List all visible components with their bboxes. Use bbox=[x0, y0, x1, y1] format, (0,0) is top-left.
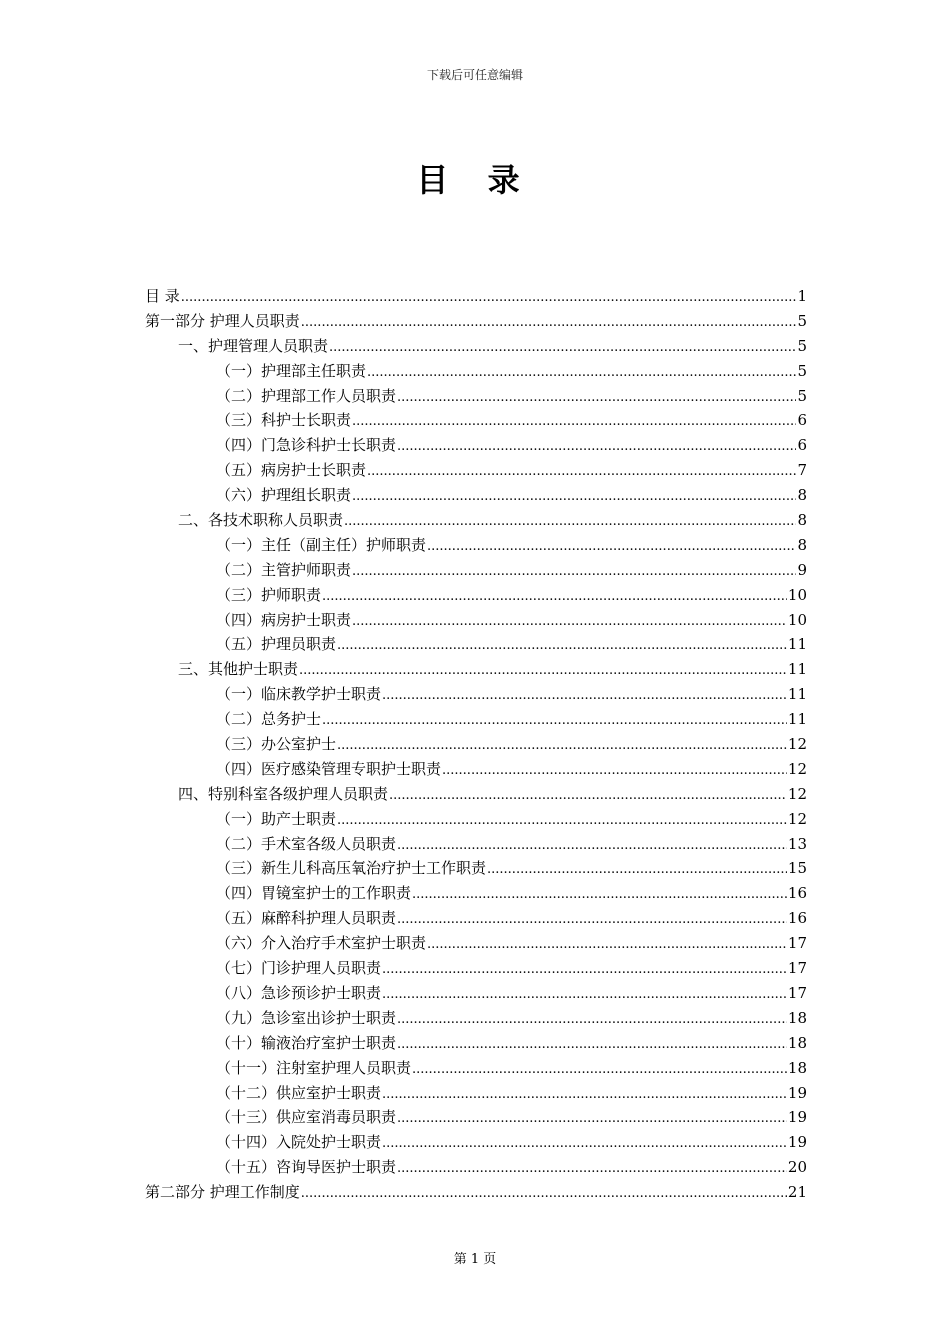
toc-entry-page: 17 bbox=[787, 959, 807, 978]
toc-dot-leader bbox=[382, 983, 787, 1008]
toc-entry-page: 1 bbox=[797, 287, 807, 305]
toc-dot-leader bbox=[442, 759, 787, 784]
toc-entry-page: 5 bbox=[797, 386, 807, 405]
toc-entry-title: （二）护理部工作人员职责 bbox=[216, 386, 397, 405]
toc-entry-title: （五）护理员职责 bbox=[216, 635, 337, 654]
toc-entry-title: （四）门急诊科护士长职责 bbox=[216, 436, 397, 455]
toc-entry-page: 5 bbox=[797, 336, 807, 355]
toc-dot-leader bbox=[397, 435, 796, 460]
toc-entry-page: 13 bbox=[787, 834, 807, 853]
toc-dot-leader bbox=[397, 1157, 787, 1182]
toc-dot-leader bbox=[397, 1033, 787, 1058]
toc-entry[interactable] bbox=[145, 608, 807, 633]
toc-entry[interactable] bbox=[145, 981, 807, 1006]
toc-entry-page: 19 bbox=[787, 1133, 807, 1152]
toc-entry-title: （四）医疗感染管理专职护士职责 bbox=[216, 759, 442, 778]
toc-entry[interactable] bbox=[145, 1130, 807, 1155]
toc-entry-title: 二、各技术职称人员职责 bbox=[178, 511, 344, 530]
toc-entry[interactable] bbox=[145, 309, 807, 334]
toc-dot-leader bbox=[397, 1107, 787, 1132]
toc-entry-page: 15 bbox=[787, 859, 807, 878]
toc-dot-leader bbox=[382, 684, 787, 709]
toc-dot-leader bbox=[367, 460, 796, 485]
table-of-contents bbox=[145, 284, 807, 1205]
toc-entry-title: （十五）咨询导医护士职责 bbox=[216, 1158, 397, 1177]
toc-entry[interactable] bbox=[145, 384, 807, 409]
toc-entry[interactable] bbox=[145, 558, 807, 583]
toc-entry-page: 12 bbox=[787, 735, 807, 754]
toc-entry-title: （十二）供应室护士职责 bbox=[216, 1083, 382, 1102]
toc-entry-page: 11 bbox=[787, 635, 807, 654]
toc-entry-title: （三）办公室护士 bbox=[216, 735, 337, 754]
toc-entry[interactable] bbox=[145, 583, 807, 608]
toc-entry-page: 21 bbox=[787, 1183, 807, 1202]
toc-entry-title: （十三）供应室消毒员职责 bbox=[216, 1108, 397, 1127]
toc-entry-title: （六）介入治疗手术室护士职责 bbox=[216, 934, 427, 953]
toc-dot-leader bbox=[344, 510, 796, 535]
toc-entry[interactable] bbox=[145, 1180, 807, 1205]
toc-dot-leader bbox=[382, 958, 787, 983]
toc-entry-title: （六）护理组长职责 bbox=[216, 486, 352, 505]
toc-entry[interactable] bbox=[145, 832, 807, 857]
toc-entry-page: 8 bbox=[797, 486, 807, 505]
page-header: 下载后可任意编辑 bbox=[426, 68, 523, 82]
toc-dot-leader bbox=[487, 858, 787, 883]
toc-dot-leader bbox=[299, 659, 787, 684]
toc-entry-page: 17 bbox=[787, 934, 807, 953]
toc-entry-page: 16 bbox=[787, 909, 807, 928]
toc-entry[interactable] bbox=[145, 906, 807, 931]
toc-dot-leader bbox=[397, 1008, 787, 1033]
toc-dot-leader bbox=[301, 1182, 787, 1207]
toc-entry[interactable] bbox=[145, 458, 807, 483]
toc-entry-title: （八）急诊预诊护士职责 bbox=[216, 983, 382, 1002]
toc-entry[interactable] bbox=[145, 856, 807, 881]
toc-dot-leader bbox=[322, 585, 787, 610]
toc-dot-leader bbox=[427, 933, 787, 958]
toc-entry-page: 19 bbox=[787, 1108, 807, 1127]
toc-entry[interactable] bbox=[145, 707, 807, 732]
toc-entry-title: 第一部分 护理人员职责 bbox=[145, 311, 300, 330]
toc-entry-title: （十）输液治疗室护士职责 bbox=[216, 1033, 397, 1052]
toc-entry-title: （四）胃镜室护士的工作职责 bbox=[216, 884, 412, 903]
toc-entry-title: （二）手术室各级人员职责 bbox=[216, 834, 397, 853]
toc-entry[interactable] bbox=[145, 757, 807, 782]
toc-entry-page: 11 bbox=[787, 685, 807, 704]
toc-entry-title: （四）病房护士职责 bbox=[216, 610, 352, 629]
toc-entry-page: 12 bbox=[787, 784, 807, 803]
page-footer: 第 1 页 bbox=[453, 1252, 497, 1267]
toc-entry-title: （三）新生儿科高压氧治疗护士工作职责 bbox=[216, 859, 487, 878]
toc-entry[interactable] bbox=[145, 956, 807, 981]
toc-dot-leader bbox=[337, 634, 787, 659]
toc-dot-leader bbox=[337, 809, 787, 834]
toc-entry[interactable] bbox=[145, 1081, 807, 1106]
toc-dot-leader bbox=[352, 485, 796, 510]
toc-entry-page: 11 bbox=[787, 710, 807, 729]
toc-dot-leader bbox=[397, 908, 787, 933]
page-title: 目 录 bbox=[416, 161, 534, 199]
toc-entry-page: 18 bbox=[787, 1008, 807, 1027]
toc-entry-page: 17 bbox=[787, 983, 807, 1002]
toc-entry-title: 目 录 bbox=[145, 287, 180, 305]
toc-dot-leader bbox=[352, 410, 796, 435]
toc-entry-title: （五）麻醉科护理人员职责 bbox=[216, 909, 397, 928]
toc-entry[interactable] bbox=[145, 657, 807, 682]
toc-entry-title: （三）科护士长职责 bbox=[216, 411, 352, 430]
toc-entry[interactable] bbox=[145, 807, 807, 832]
toc-entry[interactable] bbox=[145, 334, 807, 359]
toc-entry-title: （一）护理部主任职责 bbox=[216, 361, 367, 380]
toc-dot-leader bbox=[382, 1132, 787, 1157]
toc-entry-title: 一、护理管理人员职责 bbox=[178, 336, 329, 355]
toc-entry-page: 6 bbox=[797, 411, 807, 430]
toc-entry[interactable] bbox=[145, 1006, 807, 1031]
toc-entry-title: （十一）注射室护理人员职责 bbox=[216, 1058, 412, 1077]
toc-dot-leader bbox=[397, 386, 796, 411]
toc-dot-leader bbox=[382, 1083, 787, 1108]
toc-entry[interactable] bbox=[145, 508, 807, 533]
toc-entry-page: 5 bbox=[797, 311, 807, 330]
toc-entry[interactable] bbox=[145, 782, 807, 807]
toc-entry-title: 四、特别科室各级护理人员职责 bbox=[178, 784, 389, 803]
toc-entry-title: （十四）入院处护士职责 bbox=[216, 1133, 382, 1152]
toc-entry[interactable] bbox=[145, 1056, 807, 1081]
toc-entry-page: 20 bbox=[787, 1158, 807, 1177]
toc-entry-title: （一）临床教学护士职责 bbox=[216, 685, 382, 704]
toc-entry-page: 9 bbox=[797, 560, 807, 579]
toc-dot-leader bbox=[389, 784, 787, 809]
toc-dot-leader bbox=[352, 560, 796, 585]
toc-entry[interactable] bbox=[145, 483, 807, 508]
toc-entry-page: 11 bbox=[787, 660, 807, 679]
toc-entry-title: （二）总务护士 bbox=[216, 710, 322, 729]
toc-entry-page: 8 bbox=[797, 511, 807, 530]
toc-entry[interactable] bbox=[145, 359, 807, 384]
toc-entry[interactable] bbox=[145, 1155, 807, 1180]
toc-entry-page: 8 bbox=[797, 535, 807, 554]
toc-entry-page: 6 bbox=[797, 436, 807, 455]
toc-entry[interactable] bbox=[145, 433, 807, 458]
toc-entry-page: 12 bbox=[787, 759, 807, 778]
toc-entry-title: （三）护师职责 bbox=[216, 585, 322, 604]
toc-dot-leader bbox=[427, 535, 796, 560]
toc-entry-page: 12 bbox=[787, 809, 807, 828]
toc-entry-page: 5 bbox=[797, 361, 807, 380]
toc-entry-title: （五）病房护士长职责 bbox=[216, 461, 367, 480]
toc-entry-page: 10 bbox=[787, 610, 807, 629]
toc-entry-page: 18 bbox=[787, 1058, 807, 1077]
toc-entry-page: 10 bbox=[787, 585, 807, 604]
toc-entry-title: 三、其他护士职责 bbox=[178, 660, 299, 679]
toc-entry-page: 16 bbox=[787, 884, 807, 903]
toc-entry[interactable] bbox=[145, 732, 807, 757]
toc-entry-title: （一）主任（副主任）护师职责 bbox=[216, 535, 427, 554]
toc-dot-leader bbox=[329, 336, 796, 361]
toc-entry[interactable] bbox=[145, 682, 807, 707]
toc-dot-leader bbox=[352, 610, 787, 635]
toc-dot-leader bbox=[412, 883, 787, 908]
toc-dot-leader bbox=[322, 709, 787, 734]
toc-entry[interactable] bbox=[145, 931, 807, 956]
toc-entry-title: （一）助产士职责 bbox=[216, 809, 337, 828]
toc-entry-title: （二）主管护师职责 bbox=[216, 560, 352, 579]
toc-dot-leader bbox=[301, 311, 797, 336]
toc-dot-leader bbox=[397, 834, 787, 859]
toc-entry-page: 18 bbox=[787, 1033, 807, 1052]
toc-entry[interactable] bbox=[145, 1031, 807, 1056]
toc-dot-leader bbox=[367, 361, 796, 386]
toc-entry[interactable] bbox=[145, 632, 807, 657]
toc-entry[interactable] bbox=[145, 533, 807, 558]
toc-dot-leader bbox=[181, 286, 797, 311]
toc-entry-title: 第二部分 护理工作制度 bbox=[145, 1183, 300, 1202]
toc-entry-title: （七）门诊护理人员职责 bbox=[216, 959, 382, 978]
toc-entry[interactable] bbox=[145, 1105, 807, 1130]
toc-entry-page: 19 bbox=[787, 1083, 807, 1102]
toc-entry-title: （九）急诊室出诊护士职责 bbox=[216, 1008, 397, 1027]
toc-dot-leader bbox=[337, 734, 787, 759]
toc-entry[interactable] bbox=[145, 881, 807, 906]
toc-entry[interactable] bbox=[145, 284, 807, 309]
toc-entry[interactable] bbox=[145, 408, 807, 433]
toc-dot-leader bbox=[412, 1058, 787, 1083]
toc-entry-page: 7 bbox=[797, 461, 807, 480]
